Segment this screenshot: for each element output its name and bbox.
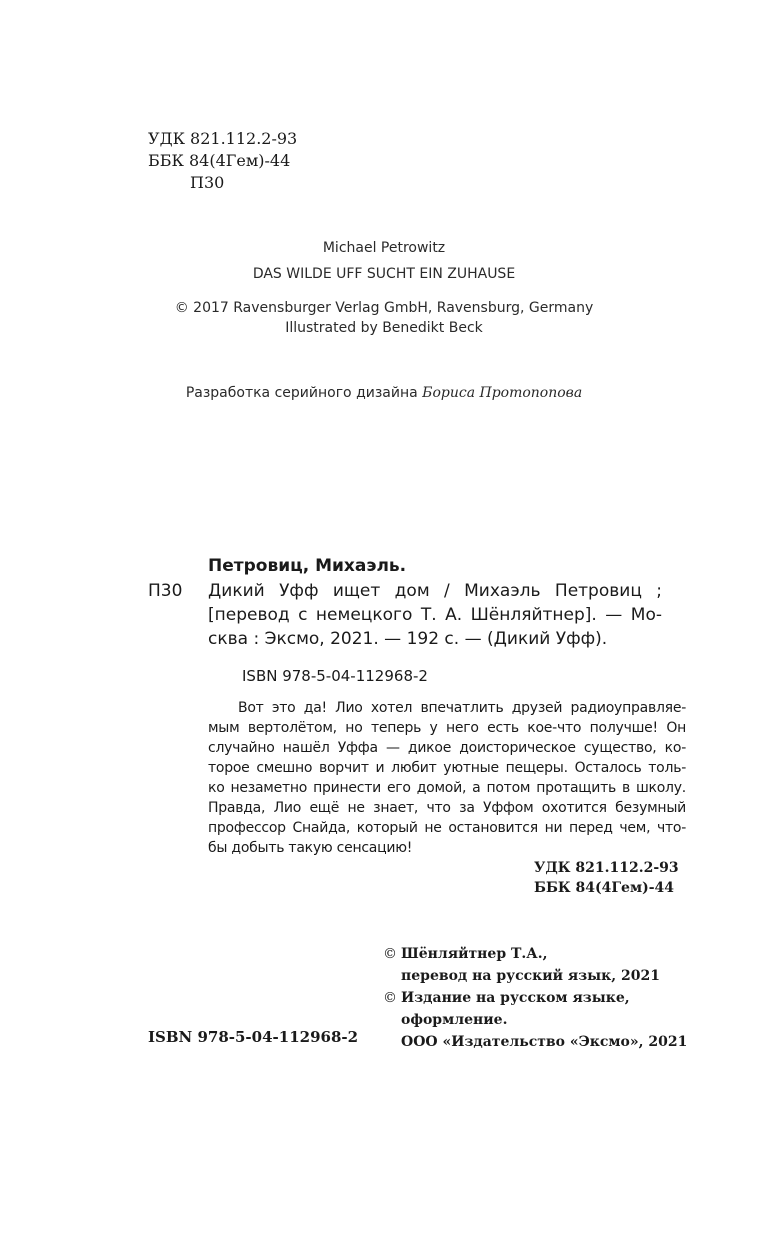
annotation-line: случайно нашёл Уффа — дикое доисторическое существо, ко- [208,740,686,756]
copyright-symbol [383,965,401,987]
author-sign-code: П30 [190,173,225,192]
annotation-line: профессор Снайда, который не остановится ни перед чем, что- [208,820,686,836]
original-author: Michael Petrowitz [322,240,446,256]
catalog-author: Петровиц, Михаэль. [208,556,407,576]
design-credit-text: Разработка серийного дизайна [185,385,423,401]
annotation-line: мым вертолётом, но теперь у него есть кое-что получше! Он [208,720,686,736]
illustrator-credit: Illustrated by Benedikt Beck [285,320,483,336]
bibliographic-description [208,579,662,651]
annotation-line: торое смешно ворчит и любит уютные пещеры. Осталось толь- [208,760,686,776]
isbn-bottom: ISBN 978-5-04-112968-2 [148,1028,359,1046]
original-copyright: © 2017 Ravensburger Verlag GmbH, Ravensburg, Germany [174,300,594,316]
udk-code: УДК 821.112.2-93 [148,129,298,148]
copyright-symbol [383,1031,401,1053]
bbk-right-code: ББК 84(4Гем)-44 [534,880,675,896]
copyright-text: ООО «Издательство «Эксмо», 2021 [401,1034,688,1050]
annotation-line: Правда, Лио ещё не знает, что за Уффом охотится безумный [208,800,686,816]
udk-right-block [534,858,679,898]
copyright-text: Издание на русском языке, [401,990,630,1006]
copyright-symbol: © [383,990,397,1006]
annotation-line: бы добыть такую сенсацию! [208,840,413,856]
udk-right-code: УДК 821.112.2-93 [534,860,679,876]
copyright-row [383,1009,687,1031]
bbk-code: ББК 84(4Гем)-44 [148,151,291,170]
copyright-text: перевод на русский язык, 2021 [401,968,660,984]
series-design-credit [0,385,768,401]
annotation-line: Вот это да! Лио хотел впечатлить друзей радиоуправляе- [238,700,686,716]
original-title: DAS WILDE UFF SUCHT EIN ZUHAUSE [252,266,516,282]
biblio-line: Дикий Уфф ищет дом / Михаэль Петровиц ; [208,581,662,601]
biblio-line: сква : Эксмо, 2021. — 192 с. — (Дикий Уфф). [208,629,608,649]
copyright-row [383,1031,687,1053]
designer-name: Бориса Протопопова [422,385,583,401]
copyright-row [383,965,687,987]
udk-block [148,128,297,194]
annotation-line: ко незаметно принести его домой, а потом протащить в школу. [208,780,686,796]
catalog-isbn: ISBN 978-5-04-112968-2 [242,667,428,685]
copyright-symbol [383,1009,401,1031]
copyright-symbol: © [383,946,397,962]
copyright-row [383,943,687,965]
copyright-row [383,987,687,1009]
biblio-line: [перевод с немецкого Т. А. Шёнляйтнер]. — Мо- [208,605,662,625]
copyright-text: Шёнляйтнер Т.А., [401,946,548,962]
catalog-code: П30 [148,581,183,601]
copyright-text: оформление. [401,1012,508,1028]
copyright-block [383,943,687,1053]
annotation [208,698,686,858]
